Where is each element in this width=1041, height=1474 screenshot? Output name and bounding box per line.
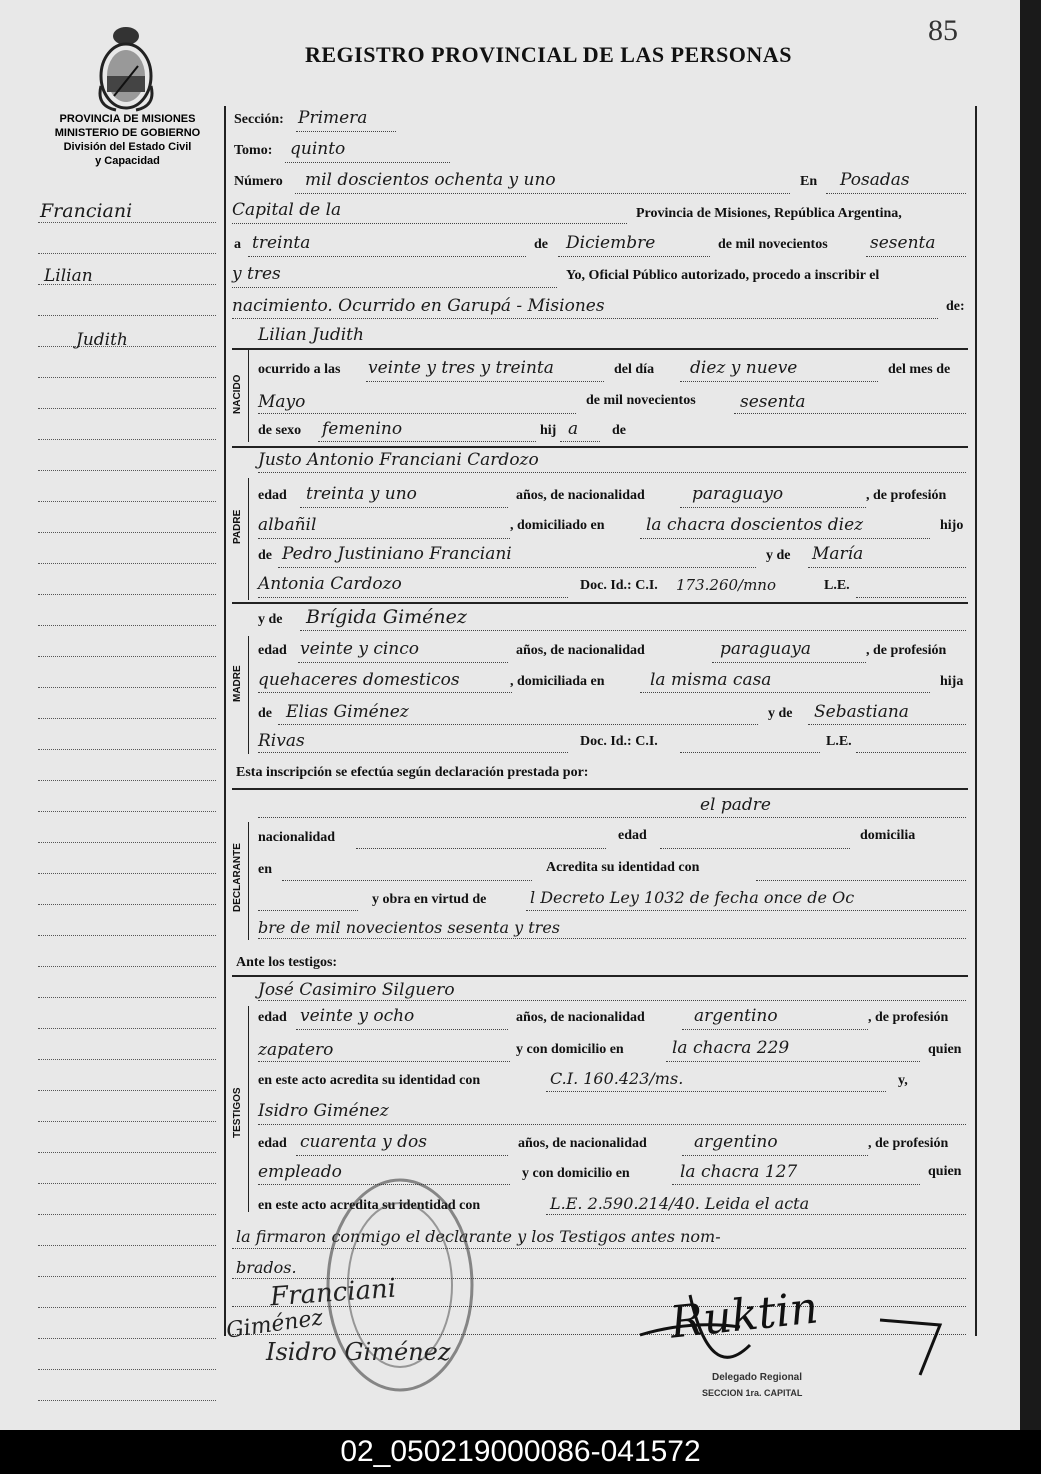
sexo-label: de sexo [258,423,302,438]
madre-madre-value-2: Rivas [258,731,305,751]
testigo1-nombre-line [258,1000,966,1002]
declarante-edad-line [660,848,850,850]
declarante-en-label: en [258,862,272,877]
margin-rule-line [38,749,216,751]
margin-rule-line [38,1152,216,1154]
anio-line [866,256,966,258]
sexo-line [318,441,536,443]
declarante-en-line [282,880,532,882]
declarante-obra-value-2: bre de mil novecientos sesenta y tres [258,918,560,937]
oficial-label: Yo, Oficial Público autorizado, procedo a inscribir el [566,268,880,283]
hij-line [560,441,600,443]
testigo1-edad-value: veinte y ocho [300,1006,415,1026]
padre-top-rule [232,446,968,448]
padre-prof-value: albañil [258,515,317,535]
nacido-bracket [248,350,249,442]
anio-nacido-value: sesenta [740,392,806,412]
madre-prof-value: quehaceres domesticos [258,670,460,690]
margin-rule-line [38,873,216,875]
padre-madre-value-2: Antonia Cardozo [258,574,402,594]
margin-rule-line [38,1245,216,1247]
margin-rule-line [38,1369,216,1371]
testigos-bracket [248,1006,249,1212]
issuing-authority [30,113,225,167]
testigo2-dom-line [672,1184,920,1186]
nacido-section: NACIDO [232,374,243,414]
hij-label: hij [540,423,557,438]
testigo2-dom-label: y con domicilio en [522,1166,630,1181]
madre-nombre-line [300,630,966,632]
testigo1-nac-value: argentino [694,1006,778,1026]
padre-nombre: Justo Antonio Franciani Cardozo [258,450,539,470]
testigo1-acredita-value: C.I. 160.423/ms. [550,1069,684,1088]
mes-value: Diciembre [566,233,656,253]
padre-le-label: L.E. [824,578,850,593]
padre-yde-label: y de [766,548,791,563]
hora-value: veinte y tres y treinta [368,358,554,378]
declarante-nac-line [356,848,606,850]
mes-line [558,256,710,258]
margin-rule-line [38,315,216,317]
official-stamp-icon [320,1170,480,1400]
numero-line [295,193,790,195]
madre-hija-label: hija [940,674,964,689]
padre-section: PADRE [232,509,243,544]
padre-prof-line [258,538,510,540]
testigo1-edad-label: edad [258,1010,287,1025]
madre-padre-value: Elias Giménez [286,702,409,722]
tomo-line [285,162,450,164]
anio-line-2 [232,287,557,289]
padre-padre-line [278,567,756,569]
madre-prof-line [258,692,512,694]
testigo2-nombre-line [258,1124,966,1126]
mes-value: Mayo [258,392,306,412]
madre-bracket [248,636,249,754]
padre-de-label: de [258,548,272,563]
a-value: treinta [252,233,311,253]
numero-value: mil doscientos ochenta y uno [305,170,556,190]
closing-line-1: la firmaron conmigo el declarante y los Testigos antes nom- [236,1227,721,1246]
margin-rule-line [38,842,216,844]
testigo1-dom-label: y con domicilio en [516,1042,624,1057]
margin-name-2: Judith [76,330,128,350]
dia-value: diez y nueve [690,358,798,378]
madre-nac-value: paraguaya [720,639,811,659]
margin-rule-line [38,1307,216,1309]
del-dia-label: del día [614,362,655,377]
del-mes-label: del mes de [888,362,951,377]
padre-bracket [248,478,249,600]
declarante-obra-line-2 [258,938,966,940]
margin-rule-line [38,1121,216,1123]
margin-rule-line [38,594,216,596]
declarante-dom-label: domicilia [860,828,916,843]
anio-value-2: y tres [232,264,281,284]
madre-edad-value: veinte y cinco [300,639,420,659]
testigo2-acredita-label: en este acto acredita su identidad con [258,1198,481,1213]
margin-rule-line [38,1338,216,1340]
testigo2-nombre: Isidro Giménez [258,1101,389,1121]
margin-rule-line [38,1059,216,1061]
declarante-edad-label: edad [618,828,647,843]
padre-prof-label: , de profesión [866,488,947,503]
declarante-section: DECLARANTE [232,843,243,912]
tomo-label: Tomo: [234,143,273,158]
declarante-obra-line [526,910,966,912]
padre-dom-label: , domiciliado en [510,518,605,533]
margin-rule-line [38,1028,216,1030]
testigo2-acredita-line [546,1214,966,1216]
testigo1-nombre: José Casimiro Silguero [258,980,455,1000]
padre-padre-value: Pedro Justiniano Franciani [282,544,512,564]
provincia-label: Provincia de Misiones, República Argentina, [636,206,902,221]
declarante-bracket [248,822,249,940]
padre-nac-label: años, de nacionalidad [516,488,645,503]
declarante-nombre-line [258,817,966,819]
margin-rule-line [38,780,216,782]
en-label: En [800,174,818,189]
capital-line [232,223,627,225]
testigo2-nac-line [682,1155,868,1157]
anio-value: sesenta [870,233,936,253]
margin-rule-line [38,966,216,968]
padre-nombre-line [258,472,966,474]
capital-value: Capital de la [232,200,342,220]
testigo2-prof-value: empleado [258,1162,342,1182]
padre-edad-value: treinta y uno [306,484,417,504]
margin-name-1: Lilian [44,266,93,286]
margin-rule-line [38,377,216,379]
en-line [826,193,966,195]
margin-surname: Franciani [40,200,133,222]
madre-padre-line [278,724,758,726]
madre-le-line [856,752,966,754]
margin-rule-line [38,1214,216,1216]
testigo1-edad-line [296,1029,508,1031]
official-signature: Ruktin [667,1282,821,1349]
testigo1-prof-line [258,1061,510,1063]
madre-yde2-label: y de [768,706,793,721]
madre-doc-label: Doc. Id.: C.I. [580,734,658,749]
mil-label: de mil novecientos [718,237,828,252]
margin-rule-line [38,656,216,658]
testigo2-edad-line [296,1155,508,1157]
madre-prof-label: , de profesión [866,643,947,658]
nacido-top-rule [232,348,968,350]
madre-nombre: Brígida Giménez [306,606,467,628]
madre-le-label: L.E. [826,734,852,749]
declarante-nac-label: nacionalidad [258,830,336,845]
madre-nac-line [712,662,866,664]
testigo2-nac-label: años, de nacionalidad [518,1136,647,1151]
testigo2-dom-value: la chacra 127 [680,1162,798,1182]
margin-rule-line [38,1183,216,1185]
dia-line [680,381,878,383]
margin-rule-line [38,1090,216,1092]
padre-nac-line [680,507,866,509]
margin-rule-line [38,687,216,689]
org-province: PROVINCIA DE MISIONES [59,113,196,125]
de-colon-label: de: [946,299,965,314]
page-title: REGISTRO PROVINCIAL DE LAS PERSONAS [305,42,792,67]
madre-madre-line [808,724,966,726]
testigo2-quien: quien [928,1164,962,1179]
margin-rule-line [38,997,216,999]
a-line [248,256,526,258]
margin-rule-line [38,1276,216,1278]
signature-declarante: Franciani [269,1273,398,1313]
margin-rule-line [38,439,216,441]
madre-edad-label: edad [258,643,287,658]
declarante-top-rule [232,788,968,790]
padre-doc-value: 173.260/mno [676,576,776,594]
testigo1-quien: quien [928,1042,962,1057]
madre-dom-label: , domiciliada en [510,674,605,689]
madre-de-label: de [258,706,272,721]
padre-nac-value: paraguayo [692,484,784,504]
seccion-line [296,131,396,133]
testigo1-dom-line [666,1061,920,1063]
margin-rule-line [38,501,216,503]
hij-value: a [568,419,579,439]
scan-edge [1020,0,1041,1430]
margin-rule-line [38,408,216,410]
org-ministry: MINISTERIO DE GOBIERNO [54,127,201,139]
padre-edad-line [300,507,508,509]
seccion-label: Sección: [234,112,284,127]
madre-doc-line [680,752,820,754]
declarante-obra-prefix-line [258,910,358,912]
padre-dom-line [640,538,930,540]
madre-nac-label: años, de nacionalidad [516,643,645,658]
tomo-value: quinto [290,139,346,159]
anio-nacido-line [734,413,966,415]
hora-line [366,381,604,383]
testigo1-dom-value: la chacra 229 [672,1038,790,1058]
de-label: de [534,237,548,252]
testigo1-prof-value: zapatero [258,1040,334,1060]
mes-line-2 [258,413,576,415]
declarante-acredita-line [756,880,966,882]
margin-rule [224,106,226,1336]
margin-rule-line [38,625,216,627]
declarante-acredita-label: Acredita su identidad con [546,860,700,875]
nombre-value: Lilian Judith [258,325,364,345]
madre-dom-value: la misma casa [650,670,772,690]
margin-rule-line [38,470,216,472]
padre-hijo-label: hijo [940,518,964,533]
testigo2-nac-value: argentino [694,1132,778,1152]
padre-madre-value: María [812,544,864,564]
ocurrido-label: ocurrido a las [258,362,341,377]
a-label: a [234,237,241,252]
testigo1-y: y, [898,1073,908,1088]
margin-rule-line [38,935,216,937]
madre-dom-line [640,692,930,694]
padre-dom-value: la chacra doscientos diez [646,515,864,535]
signature-testigo-2: Isidro Giménez [266,1338,451,1366]
acto-value: nacimiento. Ocurrido en Garupá - Misiones [232,296,605,316]
declarante-obra-value: l Decreto Ley 1032 de fecha once de Oc [530,888,855,907]
page-number: 85 [928,14,958,47]
madre-top-rule [232,602,968,604]
margin-rule-line [38,253,216,255]
sexo-value: femenino [322,419,403,439]
declarante-obra-label: y obra en virtud de [372,892,487,907]
seccion-value: Primera [298,108,368,128]
coat-of-arms-icon [96,26,156,112]
padre-le-line [856,597,966,599]
madre-madre-value: Sebastiana [814,702,909,722]
padre-edad-label: edad [258,488,287,503]
padre-madre-line-2 [258,597,568,599]
stamp-text-2: SECCION 1ra. CAPITAL [702,1388,803,1398]
margin-rule-line [38,532,216,534]
margin-rule-line [38,222,216,224]
document-id-footer: 02_050219000086-041572 [0,1430,1041,1474]
numero-label: Número [234,174,283,189]
testigos-intro: Ante los testigos: [236,955,338,970]
madre-edad-line [298,662,508,664]
stamp-text-1: Delegado Regional [712,1372,803,1383]
declarante-intro: Esta inscripción se efectúa según declaración prestada por: [236,765,589,780]
testigos-top-rule [232,975,968,977]
org-division-2: y Capacidad [95,155,160,167]
acto-line [232,318,938,320]
testigo1-prof-label: , de profesión [868,1010,949,1025]
testigo2-acredita-value: L.E. 2.590.214/40. Leida el acta [550,1194,810,1213]
testigo2-edad-value: cuarenta y dos [300,1132,427,1152]
padre-madre-line [808,567,966,569]
testigo1-acredita-label: en este acto acredita su identidad con [258,1073,481,1088]
signature-testigo-1: Giménez [224,1305,325,1344]
testigo1-nac-line [682,1029,868,1031]
closing-line-2: brados. [236,1258,297,1277]
padre-doc-label: Doc. Id.: C.I. [580,578,658,593]
madre-yde-label: y de [258,612,283,627]
testigo1-nac-label: años, de nacionalidad [516,1010,645,1025]
madre-section: MADRE [232,665,243,702]
org-division: División del Estado Civil [63,141,192,153]
madre-madre-line-2 [258,752,568,754]
margin-rule-line [38,718,216,720]
testigo2-edad-label: edad [258,1136,287,1151]
en-value: Posadas [840,170,910,190]
de-label-2: de [612,423,626,438]
margin-rule-line [38,1400,216,1402]
mil-label-2: de mil novecientos [586,393,696,408]
testigo2-prof-label: , de profesión [868,1136,949,1151]
margin-rule-line [38,811,216,813]
right-rule [975,106,977,1336]
margin-rule-line [38,904,216,906]
testigos-section: TESTIGOS [232,1087,243,1138]
declarante-nombre: el padre [700,795,771,815]
margin-rule-line [38,563,216,565]
testigo1-acredita-line [546,1091,886,1093]
